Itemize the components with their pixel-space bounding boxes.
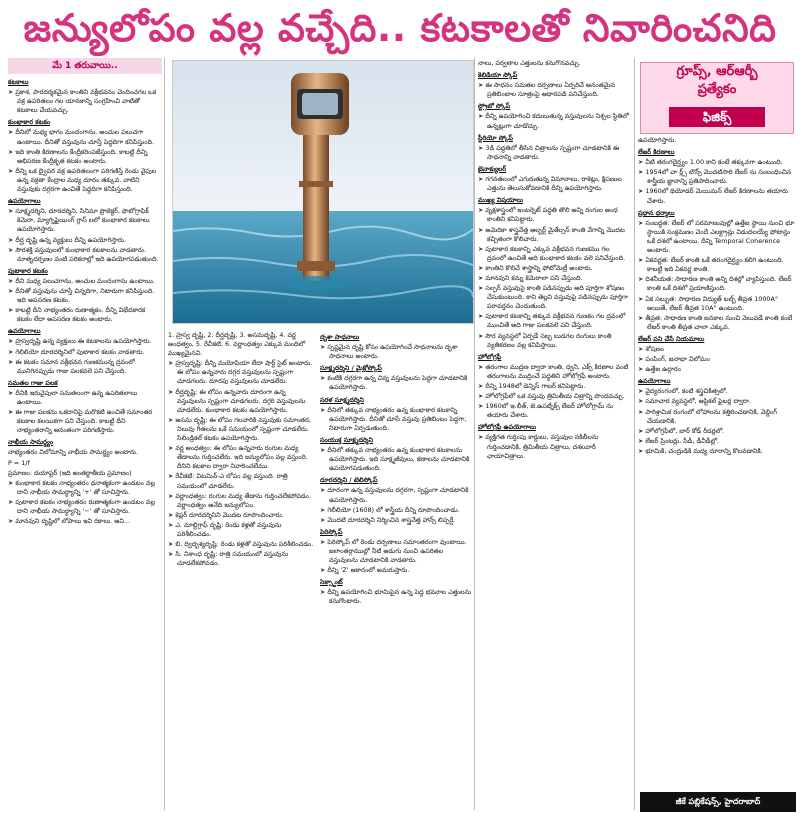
paragraph: P = 1/f [8, 458, 30, 467]
paragraph: నాలు, పర్వతాల ఎత్తులను కనుగొనవచ్చు. [478, 59, 581, 67]
subheading: కటకాలు [8, 78, 29, 86]
paragraph: ➤ శోషణం [638, 345, 796, 354]
subheading: ఉపయోగాలు [8, 327, 41, 336]
paragraph: ➤ అమెరికా శాస్త్రవేత్త ఆల్బర్ట్ మైకేల్సన్ కాంతి వేగాన్ని మొదట కచ్చితంగా కొలిచారు. [478, 226, 630, 244]
subheading: సమతల గాజు పలక [8, 378, 58, 387]
paragraph: ➤ దీర్ఘ దృష్టి ఉన్న వ్యక్తులు దీన్ని ఉపయోగిస్తారు. [8, 236, 162, 245]
paragraph: ➤ ఏక సబ్బుత: సాధారణ విద్యుత్ బల్బ్ తీవ్రత 1000A° అయితే, లేజర్ తీవ్రత 10A° ఉంటుంది. [638, 295, 796, 313]
paragraph: ➤ దీన్ని 1948లో డెన్నిస్ గాబర్ కనిపెట్టారు. [478, 382, 630, 391]
paragraph: ➤ మానవుని కన్ను కెమెరాలా పని చేస్తుంది. [478, 274, 630, 283]
subheading: లేజర్ కిరణాలు [638, 148, 675, 157]
paragraph: ➤ సంబద్ధత: లేజర్ లో పరమాణువుల్లో ఉత్తేజ స్థాయి నుంచి భూ స్థాయికి సంక్రమణం చెందే ఎలక్ట్రాన్లు విడుదలయ్యే ఫోటాన్లు ఒకే దశలో ఉంటాయి. దీన్ని Temporal Coherence అంటారు. [638, 219, 796, 255]
paragraph: ➤ మానవుని దృష్టిలో లోపాలు ఇవి రకాలు. అవి... [8, 517, 162, 526]
column-3 [320, 330, 472, 810]
subheading: దూరదర్శిని / టెలిస్కోప్ [320, 476, 378, 485]
paragraph: ➤ గగనతలంలో ఎగురుతున్న విమానాలు, రాకెట్లు, క్షిపణుల ఎత్తును తెలుసుకోవడానికి దీన్ని ఉపయోగిస్తారు. [478, 175, 630, 193]
paragraph: ➤ తరంగాల ముద్రణ ద్వారా కాంతి, ధ్వని, ఎక్స్ కిరణాల వంటి తరంగాలను ముద్రించే పద్ధతిని హోలోగ్రఫీ అంటారు. [478, 363, 630, 381]
paragraph: ➤ సౌర వ్యవస్థలో ఏర్పడే సబ్బ బుడగల రంగులు కాంతి వ్యతికరణం వల్ల కనిపిస్తాయి. [478, 332, 630, 350]
paragraph: ➤ కుంభాకార కటకం నాభ్యంతరం ధనాత్మకంగా ఉండటం వల్ల దాని నాభీయ సామర్థ్యాన్ని '+' తో సూచిస్తారు. [8, 479, 162, 497]
paragraph: ➤ కాబట్టి దీని నాభ్యంతరం రుణాత్మకం. దీన్ని విభేదకారక కటకం లేదా అపసరణ కటకం అంటారు. [8, 306, 162, 324]
subheading: హోలోగ్రఫీ ఉపయోగాలు [478, 423, 537, 432]
paragraph: ➤ ఇది కాంతి కిరణాలను కేంద్రీకరింపజేస్తుంది. కాబట్టి దీన్ని అభిసరణ కేంద్రీకృత కటకం అంటారు. [8, 148, 162, 166]
subheading: లేజర్ పని చేసే నియమాలు [638, 334, 705, 343]
exam-special-box [640, 62, 794, 134]
paragraph: ➤ మొదటి దూరదర్శిని నిర్మించిన శాస్త్రవేత్త హాన్స్ లిప్పర్షే. [320, 516, 472, 525]
paragraph: ➤ పుటాకార కటకం నాభ్యంతరం రుణాత్మకంగా ఉండటం వల్ల దాని నాభీయ సామర్థ్యాన్ని '−' తో సూచిస్తారు. [8, 498, 162, 516]
paragraph: ➤ సి. నిశాంధ దృష్టి: రాత్రి సమయంలో వస్తువును చూడలేకపోవడం. [168, 550, 314, 568]
paragraph: ➤ దీనికి ఇరువైపులా సమతలంగా ఉన్న ఉపరితలాలు ఉంటాయి. [8, 389, 162, 407]
exam-subtitle: ప్రత్యేకం [697, 82, 737, 97]
paragraph: ➤ దీనితో వస్తువును చూస్తే చిన్నదిగా, నిటారుగా కనిపిస్తుంది. ఇది అపసరణ కటకం. [8, 287, 162, 305]
exam-title: గ్రూప్స్, ఆర్ఆర్బీ [676, 64, 758, 79]
paragraph: ➤ బి. ద్విదృశ్యదృష్టి: రెండు కళ్లతో వస్తువును పరిశీలించడం. [168, 540, 314, 549]
eye-defect-list: 1. హ్రస్వ దృష్టి, 2. దీర్ఘదృష్టి, 3. అసమదృష్టి, 4. వర్ణ అంధత్వం, 5. రేచీకటి, 6. వర్ణాంధత్వం ఎక్కువ మందిలో ముఖ్యమైనవి. [168, 331, 306, 358]
subheading: స్టీరియో స్కోప్ [478, 133, 513, 142]
paragraph: ➤ ఎ. మాల్టిగ్రాఫ్ దృష్టి: రెండు కళ్లతో వస్తువును పరిశీలించడం. [168, 521, 314, 539]
paragraph: ➤ వీటి తరంగదైర్ఘ్యం 1.00 కాని కంటే తక్కువగా ఉంటుంది. [638, 158, 796, 167]
column-5-body [638, 136, 796, 456]
paragraph: నాభ్యంతరం విలోమాన్ని నాభీయ సామర్థ్యం అంటారు. [8, 448, 138, 457]
paragraph: ➤ కాంతిని కొలిచే శాస్త్రాన్ని ఫోటోమెట్రీ అంటారు. [478, 264, 630, 273]
paragraph: ➤ తీవ్రత: సాధారణ కాంతి జనకాల నుంచి వెలువడే కాంతి కంటే లేజర్ కాంతి తీవ్రత చాలా ఎక్కువ. [638, 314, 796, 332]
column-1-body [8, 78, 162, 526]
paragraph: ➤ దీర్ఘదృష్టి: ఈ లోపం ఉన్నవారు దూరంగా ఉన్న వస్తువులను స్పష్టంగా చూడగలరు. దగ్గరి వస్తువులను చూడలేరు. కుంభాకార కటకం ఉపయోగిస్తారు. [168, 388, 314, 415]
periscope-illustration [172, 60, 474, 324]
paragraph: ➤ సల్ఫర్ వస్తువుపై కాంతి పడినప్పుడు అది పూర్తిగా శోషణం చేసుకుంటుంది. కాని తెల్లని వస్తువుపై పడినప్పుడు పూర్తిగా పరావర్తనం చెందుతుంది. [478, 284, 630, 311]
paragraph: ➤ స్పష్టమైన దృష్టి కోసం ఉపయోగించే సాధనాలను దృశా సాధనాలు అంటారు. [320, 343, 472, 361]
subheading: సెక్స్టాంట్ [320, 578, 343, 587]
paragraph: ➤ వైద్యరంగంలో, కంటి శస్త్రచికిత్సలో. [638, 387, 796, 396]
subheading: ఉపయోగాలు [638, 377, 671, 386]
paragraph: ➤ ప్రకాశ, పారదర్శకమైన కాంతిని వక్రీభవనం చెందించగల ఒక వక్ర ఉపరితలం గల యానకాన్ని సంగ్రహించి వాటితో కటకాలు చేయవచ్చు. [8, 88, 162, 115]
section-head: మే 1 తరువాయి.. [8, 58, 162, 74]
subheading: స్ట్రోబో స్కోప్ [478, 102, 511, 111]
subheading: సరళ సూక్ష్మదర్శిని [320, 395, 364, 404]
paragraph: ➤ సౌరశక్తి వస్తువులలో కుంభాకార కటకాలను వాడతారు. మాతృదర్పణం వంటి పరికరాల్లో ఇది ఉపయోగపడుతుంది. [8, 246, 162, 264]
column-5 [638, 135, 796, 790]
paragraph: ➤ దీన్ని ఉపయోగించి కదులుతున్న వస్తువులను నిశ్చల స్థితిలో ఉన్నట్లుగా చూడొచ్చు. [478, 112, 630, 130]
paragraph: ➤ భూమికి, చంద్రుడికి మధ్య దూరాన్ని కొలవడానికి. [638, 447, 796, 456]
paragraph: ➤ సమాచార వ్యవస్థలో, ఆప్టికల్ ఫైబర్ల ద్వారా. [638, 397, 796, 406]
subheading: హోలోగ్రఫీ [478, 352, 502, 361]
paragraph: ➤ పంపింగ్, జనాభా విలోమం [638, 355, 796, 364]
paragraph: ➤ ఈ గాజు పలకను ఒకదానిపై మరొకటి ఉంచితే సమాంతర కటకాల కలయికగా పని చేస్తుంది. కాబట్టి దీని నాభ్యంతరాన్ని అనంతంగా పరిగణిస్తారు. [8, 408, 162, 435]
subheading: బైనాక్యులర్ [478, 164, 507, 173]
paragraph: ➤ పారిశ్రామిక రంగంలో లోహాలను కత్తిరించడానికి, వెల్డింగ్ చేయడానికి. [638, 408, 796, 426]
subheading: దృశా సాధనాలు [320, 333, 360, 341]
paragraph: ➤ హ్రస్వదృష్టి: దీన్ని మయోపియా లేదా షార్ట్ సైట్ అంటారు. ఈ లోపం ఉన్నవారు దగ్గర వస్తువులను స్పష్టంగా చూడగలరు. దూరపు వస్తువులను చూడలేరు. [168, 359, 314, 386]
paragraph: ➤ హ్రస్వదృష్టి ఉన్న వ్యక్తులు ఈ కటకాలను ఉపయోగిస్తారు. [8, 337, 162, 346]
paragraph: ➤ లేజర్ ప్రింటర్లు, సీడీ, డీవీడీల్లో. [638, 437, 796, 446]
column-2-body [168, 359, 314, 568]
paragraph: ➤ కంటికి దగ్గరగా ఉన్న చిన్న వస్తువులను పెద్దగా చూడటానికి ఉపయోగిస్తారు. [320, 374, 472, 392]
column-3-body [320, 333, 472, 607]
paragraph: ➤ 1960లో థియోడర్ మెయిమన్ లేజర్ కిరణాలను తయారు చేశారు. [638, 187, 796, 205]
paragraph: ప్రమాణం: డయాప్టర్ (ఇది అంతర్జాతీయ ప్రమాణం) [8, 468, 132, 477]
paragraph: ➤ దీనిలో తక్కువ నాభ్యంతరం ఉన్న కుంభాకార కటకాన్ని ఉపయోగిస్తారు. దీనితో చూసే వస్తువు ప్రతిబింబం పెద్దగా, నిటారుగా ఏర్పడుతుంది. [320, 406, 472, 433]
periscope-image [173, 61, 473, 323]
subheading: ముఖ్య విషయాలు [478, 196, 523, 205]
paragraph: ➤ దీనిలో మధ్య భాగం మందంగాను, అంచుల పలుచగా ఉంటాయి. దీనితో వస్తువును చూస్తే పెద్దదిగా కనిపిస్తుంది. [8, 128, 162, 146]
paragraph: ➤ ఈ సాధనం సమతల దర్పణాలు ఏర్పరిచే అనంతమైన ప్రతిబింబాల సూత్రంపై ఆధారపడి పనిచేస్తుంది. [478, 81, 630, 99]
paragraph: ➤ దీని మధ్య పలుచగాను, అంచుల మందంగాను ఉంటాయి. [8, 277, 162, 286]
publisher-credit: జీకే పబ్లికేషన్స్, హైదరాబాద్ [640, 792, 796, 812]
paragraph: ➤ దీన్ని 'Z' ఆకారంలో అమరుస్తారు. [320, 566, 472, 575]
paragraph: ➤ ఏకవర్ణత: లేజర్ కాంతి ఒకే తరంగదైర్ఘ్యం కలిగి ఉంటుంది. కాబట్టి ఇది ఏకవర్ణ కాంతి. [638, 256, 796, 274]
subheading: కుంభాకార కటకం [8, 118, 51, 127]
paragraph: ఉపయోగిస్తారు. [638, 136, 677, 144]
paragraph: ➤ హోలోగ్రఫీలో, బార్ కోడ్ రీడర్లలో. [638, 427, 796, 436]
column-4-body [478, 59, 630, 461]
paragraph: ➤ పుటాకార కటకాన్ని ఎక్కువ వక్రీభవన గుణకము గల ద్రవంలో ఉంచితే అది కుంభాకార కటకం వలె పనిచేస్తుంది. [478, 245, 630, 263]
paragraph: ➤ 1954లో చా ర్ల్స్ టౌన్స్ మొదటిసారి లేజర్ ను సంబంధించిన శాస్త్రీయ జ్ఞానాన్ని ప్రతిపాదించారు. [638, 168, 796, 186]
paragraph: ➤ ఈ కటకం సమాన వక్రీభవన గుణకమున్న ద్రవంలో మునిగినప్పుడు గాజు పలకవలె పని చేస్తుంది. [8, 358, 162, 376]
paragraph: ➤ వృక్షశాస్త్రంలో ఇంటర్నెట్ పద్ధతి తొలి అన్ని రంగుల అంధ కాంతిని కనిపెట్టారు. [478, 206, 630, 224]
paragraph: ➤ 1960లో ఇ.లీత్, జె.ఉపట్నీక్స్ లేజర్ హోలోగ్రామ్ ను తయారు చేశారు. [478, 402, 630, 420]
paragraph: ➤ దీనిలో తక్కువ నాభ్యంతరం ఉన్న కుంభాకార కటకాలను ఉపయోగిస్తారు. ఇది సూక్ష్మజీవులు, కణాలను చూడటానికి ఉపయోగపడుతుంది. [320, 446, 472, 473]
paragraph: ➤ సూక్ష్మదర్శిని, దూరదర్శిని, సినిమా ప్రొజెక్టర్, ఫొటోగ్రాఫిక్ కెమెరా, మ్యాగ్నిఫైయింగ్ గ్లాస్ లలో కుంభాకార కటకాలు ఉపయోగిస్తారు. [8, 207, 162, 234]
headline: జన్యులోపం వల్ల వచ్చేది.. కటకాలతో నివారించనిది [23, 6, 777, 50]
paragraph: ➤ 3డి పద్ధతిలో తీసిన చిత్రాలను స్పష్టంగా చూడటానికి ఈ సాధనాన్ని వాడతారు. [478, 144, 630, 162]
subheading: ఉపయోగాలు [8, 197, 41, 206]
paragraph: ➤ వ్యక్తిగత గుర్తింపు కార్డులు, వస్తువుల నకిలీలను గుర్తించడానికి, త్రిమితీయ చిత్రాలు, దశలవారీ ఛాయాచిత్రాలు. [478, 433, 630, 460]
subheading: సూక్ష్మదర్శిని / మైక్రోస్కోప్ [320, 364, 382, 373]
paragraph: ➤ పుటాకార కటకాన్ని తక్కువ వక్రీభవన గుణకం గల ద్రవంలో ముంచితే అది గాజు పలకవలె పని చేస్తుంది. [478, 312, 630, 330]
subheading: నాభీయ సామర్థ్యం [8, 438, 54, 447]
subheading: కెలిడియా స్కోప్ [478, 71, 518, 80]
paragraph: ➤ గెలిలియో దూరదర్శినిలో పుటాకార కటకం వాడతారు. [8, 348, 162, 357]
column-rule [474, 58, 475, 810]
column-rule [164, 58, 165, 810]
paragraph: ➤ దీన్ని ఒక ద్వైపర వక్ర ఉపరితలంగా పరిగణిస్తే రెండు వైపుల ఉన్న వక్రతా కేంద్రాల మధ్య దూరం తక్కువ. వాటిని వస్తువుకు దగ్గరగా ఉంచితే పెద్దదిగా కనిపిస్తుంది. [8, 167, 162, 194]
paragraph: ➤ ఉత్తేజ ఉద్గారం [638, 365, 796, 374]
paragraph: ➤ దూరంగా ఉన్న వస్తువులను దగ్గరగా, స్పష్టంగా చూడటానికి ఉపయోగిస్తారు. [320, 486, 472, 504]
paragraph: ➤ హోలోగ్రఫీలో ఒక వస్తువు త్రిమితీయ చిత్రాన్ని పొందవచ్చు. [478, 392, 630, 401]
column-rule [634, 58, 635, 810]
subheading: ప్రధాన ధర్మాలు [638, 208, 675, 217]
paragraph: ➤ దిశనీయత: సాధారణ కాంతి అన్ని దిశల్లో వ్యాపిస్తుంది. లేజర్ కాంతి ఒకే దిశలో ప్రయాణిస్తుంది. [638, 275, 796, 293]
column-4 [478, 58, 630, 818]
paragraph: ➤ దీన్ని ఉపయోగించి భూమిపైన ఉన్న పెద్ద భవనాల ఎత్తులను కనుగొంటారు. [320, 588, 472, 606]
subheading: పుటాకార కటకం [8, 266, 48, 275]
paragraph: ➤ వర్ణ అంధత్వం: ఈ లోపం ఉన్నవారు రంగుల మధ్య తేడాలను గుర్తించలేరు. ఇది జన్యులోపం వల్ల వస్తుంది. దీనిని కటకాల ద్వారా నివారించలేము. [168, 444, 314, 471]
paragraph: ➤ వర్ణాంధత్వం: రంగుల మధ్య తేడాను గుర్తించలేకపోవడం. వర్ణాంధత్వం అనేది జన్యులోపం. [168, 492, 314, 510]
paragraph: ➤ పెరిస్కోప్ లో రెండు దర్పణాలు సమాంతరంగా వుంటాయి. జలాంతర్గాముల్లో నీటి అడుగు నుంచి ఉపరితల వస్తువులను చూడటానికి వాడతారు. [320, 538, 472, 565]
paragraph: ➤ గెలీలియో (1608) లో శాస్త్రీయ దీన్ని రూపొందించాడు. [320, 506, 472, 515]
paragraph: ➤ కెప్లర్ దూరదర్శినిని మొదట రూపొందించారు. [168, 511, 314, 520]
subject-badge: ఫిజిక్స్ [669, 107, 765, 127]
column-1 [8, 58, 162, 802]
paragraph: ➤ రేచీకటి: విటమిన్-ఎ లోపం వల్ల వస్తుంది. రాత్రి సమయంలో చూడలేరు. [168, 472, 314, 490]
column-2 [168, 330, 314, 810]
subheading: పెరిస్కోప్ [320, 527, 343, 536]
paragraph: ➤ అసమ దృష్టి: ఈ లోపం గలవారికి వస్తువుకు సమాంతర, నిలువు గీతలను ఒకే సమయంలో స్పష్టంగా చూడలేరు. సిలిండ్రికల్ కటకం ఉపయోగిస్తారు. [168, 416, 314, 443]
subheading: సంయుక్త సూక్ష్మదర్శిని [320, 435, 373, 444]
